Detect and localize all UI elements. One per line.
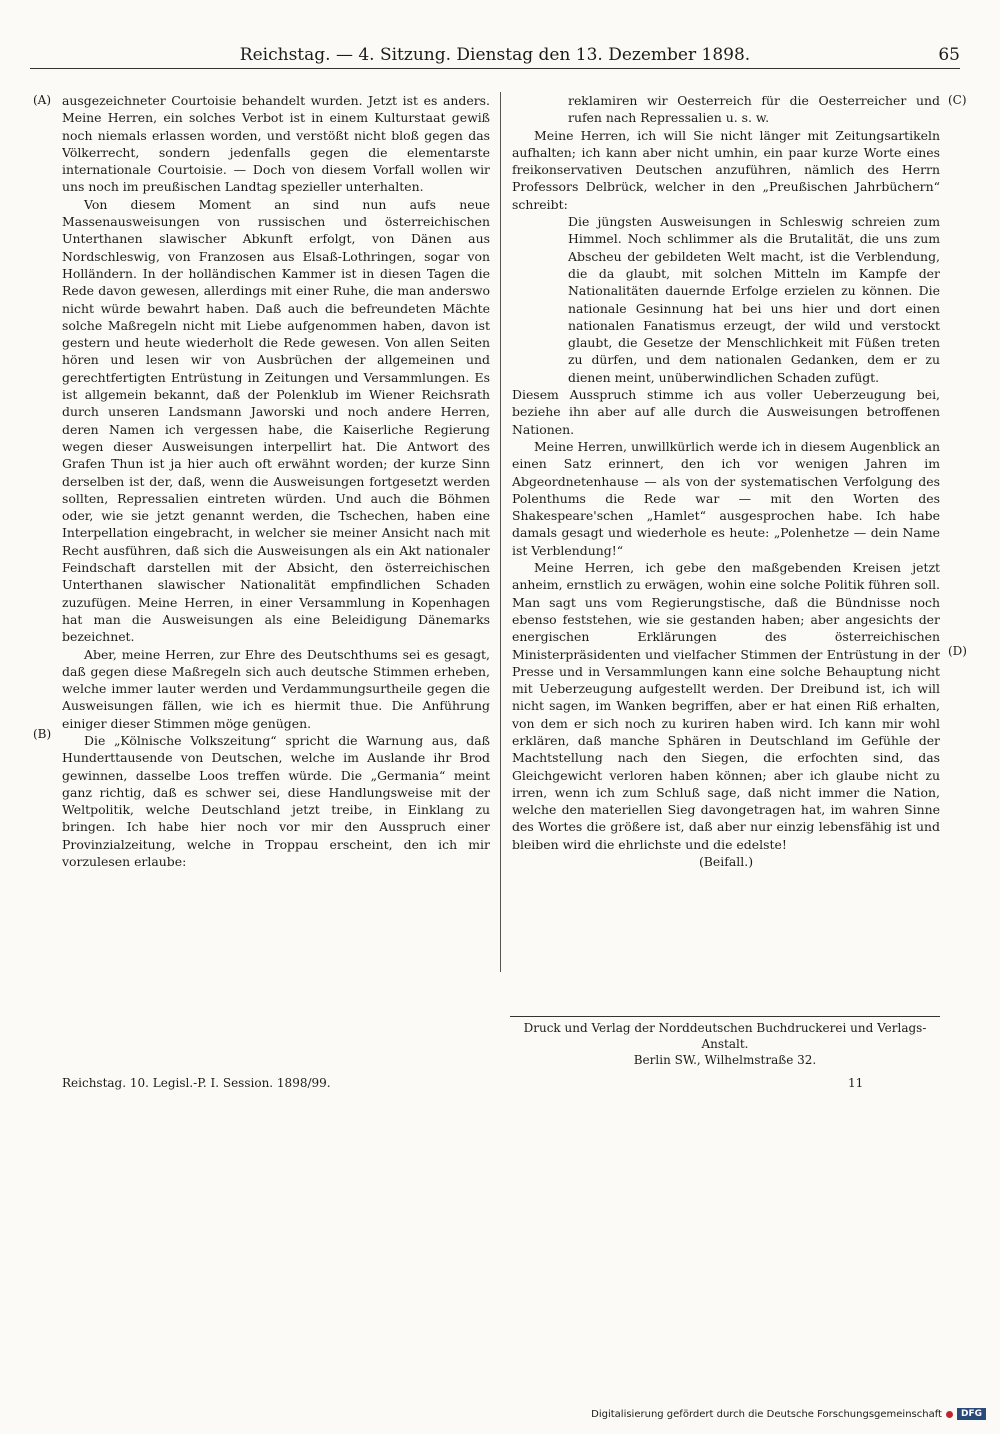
right-quote: Die jüngsten Ausweisungen in Schleswig schreien zum Himmel. Noch schlimmer als die Brutalität, die uns zum Abscheu der gebildeten Welt macht, ist die Verblendung, die da glaubt, mit solchen Mitteln im Kampfe der Nationalitäten dauernde Erfolge erzielen zu können. Die nationale Gesinnung hat bei uns hier und dort einen nationalen Fanatismus erzeugt, der wild und verstockt glaubt, die Gesetze der Menschlichkeit mit Füßen treten zu dürfen, und dem nationalen Gedanken, dem er zu dienen meint, unüberwindlichen Schaden zufügt. [568,214,940,385]
sheet-number: 11 [848,1076,864,1090]
applause-note: (Beifall.) [698,854,754,870]
digitization-text: Digitalisierung gefördert durch die Deutsche Forschungsgemeinschaft [591,1408,942,1420]
right-paragraph-1: Meine Herren, ich will Sie nicht länger mit Zeitungsartikeln aufhalten; ich kann aber nicht umhin, ein paar kurze Worte eines freikonservativen Deutschen anzuführen, nämlich des Herrn Professors Delbrück, welcher in den „Preußischen Jahrbüchern“ schreibt: [512,127,940,212]
left-paragraph-1: ausgezeichneter Courtoisie behandelt wurden. Jetzt ist es anders. Meine Herren, ein solches Verbot ist in einem Kulturstaat gewiß noch niemals erlassen worden, und verstößt nicht bloß gegen das Völkerrecht, sondern jedenfalls gegen die elementarste internationale Courtoisie. — Doch von diesem Vorfall wollen wir uns noch im preußischen Landtag spezieller unterhalten. [62,93,490,195]
printer-line-2: Berlin SW., Wilhelmstraße 32. [633,1053,817,1067]
left-quote [118,870,490,872]
printer-line-1: Druck und Verlag der Norddeutschen Buchdruckerei und Verlags-Anstalt. [523,1021,927,1051]
president-label [534,871,606,872]
left-paragraph-4: Die „Kölnische Volkszeitung“ spricht die Warnung aus, daß Hunderttausende von Deutschen, welche im Auslande ihr Brod gewinnen, dasselbe Loos treffen würde. Die „Germania“ meint ganz richtig, daß es schwer sei, diese Handlungsweise mit der Weltpolitik, welche Deutschland jetzt treibe, in Einklang zu bringen. Ich habe hier noch vor mir den Ausspruch einer Provinzialzeitung, welche in Troppau erscheint, den ich mir vorzulesen erlaube: [62,732,490,870]
margin-marker-b: (B) [33,727,52,741]
right-quote-continuation: reklamiren wir Oesterreich für die Oesterreicher und rufen nach Repressalien u. s. w. [568,93,940,126]
column-divider [500,92,501,972]
right-column [512,92,940,872]
margin-marker-c: (C) [948,93,967,107]
session-info: Reichstag. 10. Legisl.-P. I. Session. 1898/99. [62,1076,331,1090]
left-column [62,92,490,872]
left-paragraph-2: Von diesem Moment an sind nun aufs neue Massenausweisungen von russischen und österreichischen Unterthanen slawischer Abkunft erfolgt, von Dänen aus Nordschleswig, von Franzosen aus Elsaß-Lothringen, sogar von Holländern. In der holländischen Kammer ist in diesen Tagen die Rede davon gewesen, allerdings mit einer Ruhe, die man anderswo nicht würde bewahrt haben. Daß auch die befreundeten Mächte solche Maßregeln nicht mit Liebe aufgenommen haben, davon ist gestern und heute wiederholt die Rede gewesen. Von allen Seiten hören und lesen wir von Ausbrüchen der allgemeinen und gerechtfertigten Entrüstung in Zeitungen und Versammlungen. Es ist allgemein bekannt, daß der Polenklub im Wiener Reichsrath durch unseren Landsmann Jaworski und noch andere Herren, deren Namen ich vergessen habe, die Kaiserliche Regierung wegen dieser Ausweisungen interpellirt hat. Die Antwort des Grafen Thun ist ja hier auch oft erwähnt worden; der kurze Sinn derselben ist der, daß, wenn die Ausweisungen fortgesetzt werden sollten, Repressalien eintreten würden. Und auch die Böhmen oder, wie sie jetzt genannt werden, die Tschechen, haben eine Interpellation eingebracht, in welcher sie meiner Ansicht nach mit Recht ausführen, daß sich die Ausweisungen als ein Akt nationaler Feindschaft darstellen mit der Absicht, den österreichischen Unterthanen slawischer Nationalität empfindlichen Schaden zuzufügen. Meine Herren, in einer Versammlung in Kopenhagen hat man die Ausweisungen als eine Beleidigung Dänemarks bezeichnet. [62,196,490,645]
running-header [30,44,960,69]
right-paragraph-2: Diesem Ausspruch stimme ich aus voller Ueberzeugung bei, beziehe ihn aber auf alle durch die Ausweisungen betroffenen Nationen. [512,387,940,437]
right-paragraph-3: Meine Herren, unwillkürlich werde ich in diesem Augenblick an einen Satz erinnert, den ich vor wenigen Jahren im Abgeordnetenhause — als von der systematischen Verfolgung des Polenthums die Rede war — mit den Worten des Shakespeare'schen „Hamlet“ ausgesprochen habe. Ich habe damals gesagt und wiederhole es heute: „Polenhetze — dein Name ist Verblendung!“ [512,438,940,558]
digitization-credit [591,1408,986,1420]
page-number: 65 [938,45,960,65]
president-statement [512,870,940,872]
margin-marker-a: (A) [33,93,52,107]
page-header-title: Reichstag. — 4. Sitzung. Dienstag den 13. Dezember 1898. [239,45,751,65]
dfg-logo: DFG [957,1408,986,1420]
printer-imprint [510,1020,940,1068]
left-paragraph-3: Aber, meine Herren, zur Ehre des Deutschthums sei es gesagt, daß gegen diese Maßregeln sich auch deutsche Stimmen erheben, welche immer lauter werden und Verdammungsurtheile gegen die Ausweisungen fällen, wie ich es hiermit thue. Die Anführung einiger dieser Stimmen möge genügen. [62,646,490,731]
right-paragraph-4: Meine Herren, ich gebe den maßgebenden Kreisen jetzt anheim, ernstlich zu erwägen, wohin eine solche Politik führen soll. Man sagt uns vom Regierungstische, daß die Bündnisse noch ebenso feststehen, wie sie gestanden haben; aber angesichts der energischen Erklärungen des österreichischen Ministerpräsidenten und vielfacher Stimmen der Entrüstung in der Presse und in Versammlungen kann eine solche Behauptung nicht mit Ueberzeugung aufgestellt werden. Der Dreibund ist, ich will nicht sagen, im Wanken begriffen, aber er hat einen Riß erhalten, von dem er sich noch zu kuriren haben wird. Ich kann mir wohl erklären, daß manche Sphären in Deutschland im Gefühle der Machtstellung nach den Siegen, die erfochten sind, das Gleichgewicht verloren haben können; aber ich glaube nicht zu irren, wenn ich zum Schluß sage, daß nicht immer die Nation, welche den materiellen Sieg davongetragen hat, im wahren Sinne des Wortes die größere ist, daß aber nur einzig lebensfähig ist und bleiben wird die ehrlichste und die edelste! [512,560,940,852]
margin-marker-d: (D) [948,644,967,658]
dfg-dot-icon [946,1411,953,1418]
footer-rule [510,1016,940,1017]
